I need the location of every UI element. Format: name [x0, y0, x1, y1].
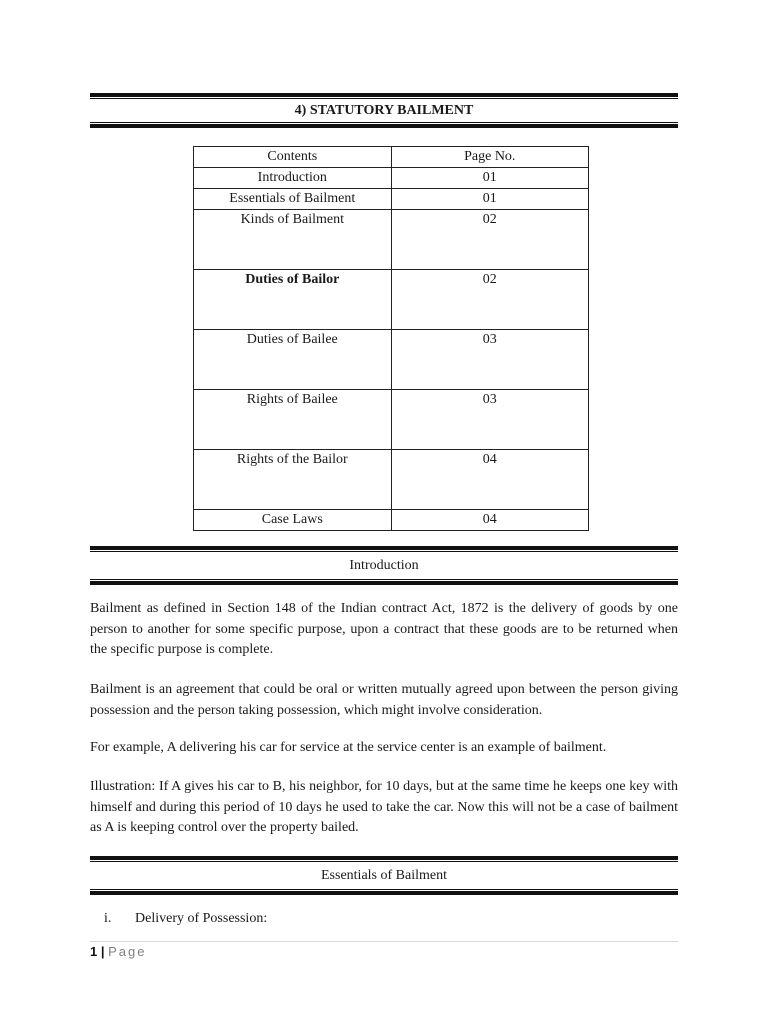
- table-row: [194, 510, 589, 531]
- list-item: [104, 909, 267, 929]
- toc-page: 03: [391, 330, 588, 390]
- intro-paragraph: For example, A delivering his car for service at the service center is an example of bailment.: [90, 740, 607, 755]
- page-footer: [90, 943, 147, 961]
- toc-label: Kinds of Bailment: [194, 210, 392, 270]
- toc-page: 02: [391, 270, 588, 330]
- contents-table: [193, 146, 589, 531]
- table-row: [194, 330, 589, 390]
- rule-thick: [90, 581, 678, 585]
- toc-page: 03: [391, 390, 588, 450]
- footer-divider: [90, 941, 678, 942]
- toc-label: Duties of Bailee: [194, 330, 392, 390]
- illustration-paragraph: Illustration: If A gives his car to B, his neighbor, for 10 days, but at the same time he keeps one key with himself and during this period of 10 days he used to take the car. Now this will not be a case of bailment as A is keeping control over the property bailed.: [90, 779, 678, 835]
- page-number: 1: [90, 944, 98, 959]
- essentials-heading: Essentials of Bailment: [321, 868, 447, 883]
- table-row: [194, 390, 589, 450]
- table-header-row: [194, 147, 589, 168]
- introduction-heading: Introduction: [349, 558, 419, 573]
- essentials-heading-block: [90, 856, 678, 895]
- toc-label: Rights of Bailee: [194, 390, 392, 450]
- footer-separator: |: [100, 944, 105, 959]
- toc-page: 01: [391, 189, 588, 210]
- toc-label: Case Laws: [194, 510, 392, 531]
- toc-page: 02: [391, 210, 588, 270]
- toc-page: 01: [391, 168, 588, 189]
- document-title: 4) STATUTORY BAILMENT: [294, 103, 474, 118]
- toc-label: Essentials of Bailment: [194, 189, 392, 210]
- introduction-heading-block: [90, 546, 678, 585]
- table-row: [194, 168, 589, 189]
- rule-thick: [90, 891, 678, 895]
- toc-label: Duties of Bailor: [194, 270, 392, 330]
- contents-column-header: Contents: [194, 147, 392, 168]
- table-row: [194, 189, 589, 210]
- list-item-number: i.: [104, 911, 112, 926]
- page-label: Page: [108, 944, 147, 959]
- toc-label: Rights of the Bailor: [194, 450, 392, 510]
- intro-paragraph: Bailment is an agreement that could be oral or written mutually agreed upon between the person giving possession and the person taking possession, which might involve consideration.: [90, 682, 678, 718]
- toc-page: 04: [391, 450, 588, 510]
- intro-paragraph: Bailment as defined in Section 148 of the Indian contract Act, 1872 is the delivery of goods by one person to another for some specific purpose, upon a contract that these goods are to be returned when the specific purpose is complete.: [90, 601, 678, 657]
- list-item-text: Delivery of Possession:: [135, 911, 268, 926]
- table-row: [194, 450, 589, 510]
- page-column-header: Page No.: [391, 147, 588, 168]
- toc-page: 04: [391, 510, 588, 531]
- table-row: [194, 210, 589, 270]
- toc-label: Introduction: [194, 168, 392, 189]
- title-heading-block: [90, 93, 678, 128]
- table-row: [194, 270, 589, 330]
- bottom-rule-thick: [90, 124, 678, 128]
